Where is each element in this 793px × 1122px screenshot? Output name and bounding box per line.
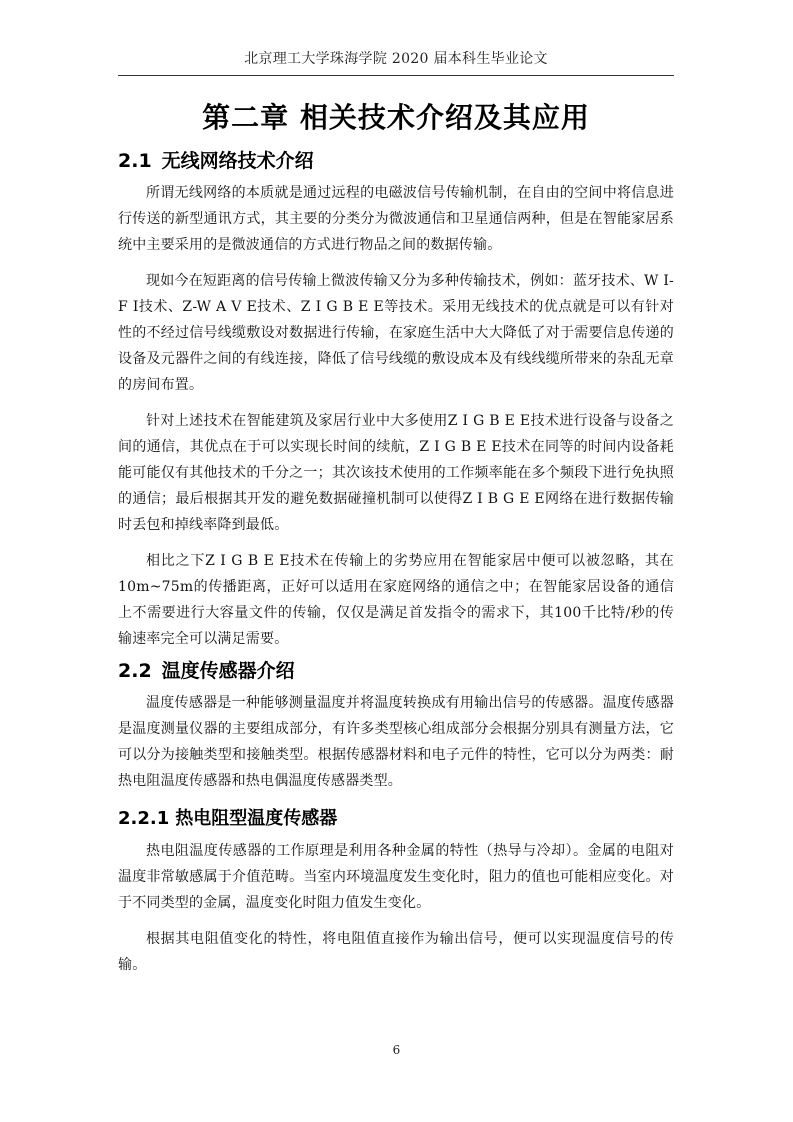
section-number: 2.2.1 (118, 808, 170, 829)
section-heading-2-1 (118, 146, 674, 176)
section-number: 2.1 (118, 150, 152, 172)
paragraph: 温度传感器是一种能够测量温度并将温度转换成有用输出信号的传感器。温度传感器是温度测量仪器的主要组成部分，有许多类型核心组成部分会根据分别具有测量方法，它可以分为接触类型和接触类型。根据传感器材料和电子元件的特性，它可以分为两类：耐热电阻温度传感器和热电偶温度传感器类型。 (118, 695, 674, 789)
section-heading-2-2 (118, 656, 674, 686)
section-heading-2-2-1 (118, 804, 674, 834)
page-number: 6 (392, 1043, 401, 1057)
running-header: 北京理工大学珠海学院 2020 届本科生毕业论文 (244, 51, 548, 67)
paragraph: 根据其电阻值变化的特性，将电阻值直接作为输出信号，便可以实现温度信号的传输。 (118, 931, 674, 973)
paragraph: 热电阻温度传感器的工作原理是利用各种金属的特性（热导与冷却）。金属的电阻对温度非常敏感属于介值范畴。当室内环境温度发生变化时，阻力的值也可能相应变化。对于不同类型的金属，温度变化时阻力值发生变化。 (118, 843, 674, 911)
paragraph: 所谓无线网络的本质就是通过远程的电磁波信号传输机制，在自由的空间中将信息进行传送的新型通讯方式，其主要的分类分为微波通信和卫星通信两种，但是在智能家居系统中主要采用的是微波通信的方式进行物品之间的数据传输。 (118, 185, 674, 253)
paragraph: 相比之下Z I G B E E技术在传输上的劣势应用在智能家居中便可以被忽略，其在10m~75m的传播距离，正好可以适用在家庭网络的通信之中；在智能家居设备的通信上不需要进行大容量文件的传输，仅仅是满足首发指令的需求下，其100千比特/秒的传输速率完全可以满足需要。 (118, 553, 674, 647)
section-title: 热电阻型温度传感器 (175, 808, 338, 829)
chapter-title: 第二章 相关技术介绍及其应用 (202, 101, 590, 134)
section-number: 2.2 (118, 660, 152, 682)
paragraph: 针对上述技术在智能建筑及家居行业中大多使用Z I G B E E技术进行设备与设备之间的通信，其优点在于可以实现长时间的续航，Z I G B E E技术在同等的时间内设备耗能可能仅有其他技术的千分之一；其次该技术使用的工作频率能在多个频段下进行免执照的通信；最后根据其开发的避免数据碰撞机制可以使得Z I B G E E网络在进行数据传输时丢包和掉线率降到最低。 (118, 413, 674, 533)
section-title: 温度传感器介绍 (161, 660, 295, 682)
paragraph: 现如今在短距离的信号传输上微波传输又分为多种传输技术，例如：蓝牙技术、W I-F I技术、Z-W A V E技术、Z I G B E E等技术。采用无线技术的优点就是可以有针对性的不经过信号线缆敷设对数据进行传输，在家庭生活中大大降低了对于需要信息传递的设备及元器件之间的有线连接，降低了信号线缆的敷设成本及有线线缆所带来的杂乱无章的房间布置。 (118, 273, 674, 393)
header-rule (118, 75, 674, 76)
section-title: 无线网络技术介绍 (161, 150, 314, 172)
body-content (118, 146, 674, 978)
